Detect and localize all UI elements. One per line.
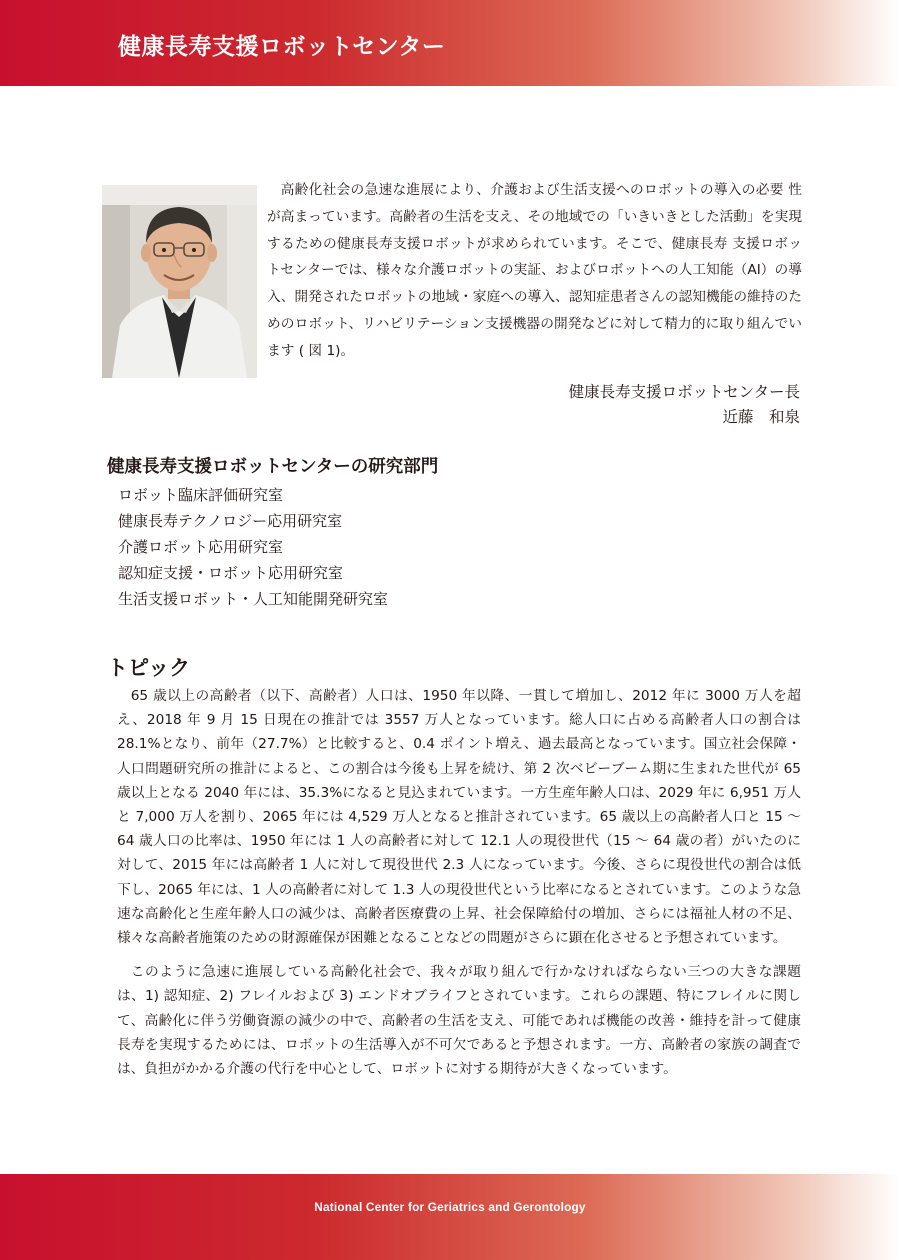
intro-paragraph: 高齢化社会の急速な進展により、介護および生活支援へのロボットの導入の必要 性が高まっています。高齢者の生活を支え、その地域での「いきいきとした活動」を実現するための健康長寿支援ロボットが求められています。そこで、健康長寿 支援ロボットセンターでは、様々な介護ロボットの実証、およびロボットへの人工知能（AI）の導入、開発されたロボットの地域・家庭への導入、認知症患者さんの認知機能の維持のためのロボット、リハビリテーション支援機器の開発などに対して精力的に取り組んでいます ( 図 1)。 bbox=[267, 182, 802, 359]
page-title: 健康長寿支援ロボットセンター bbox=[118, 34, 446, 60]
topic-heading: トピック bbox=[107, 656, 191, 680]
signature-block bbox=[569, 380, 800, 430]
department-item: 健康長寿テクノロジー応用研究室 bbox=[118, 512, 343, 530]
signature-name: 近藤 和泉 bbox=[722, 408, 800, 426]
director-portrait bbox=[102, 185, 257, 378]
footer-bar bbox=[0, 1174, 900, 1260]
department-item: ロボット臨床評価研究室 bbox=[118, 486, 284, 504]
topic-paragraph: このように急速に進展している高齢化社会で、我々が取り組んで行かなければならない三つの大きな課題は、1) 認知症、2) フレイルおよび 3) エンドオブライフとされています。これらの課題、特にフレイルに関して、高齢化に伴う労働資源の減少の中で、高齢者の生活を支え、可能であれば機能の改善・維持を計って健康長寿を実現するためには、ロボットの生活導入が不可欠であると予想されます。一方、高齢者の家族の調査では、負担がかかる介護の代行を中心として、ロボットに対する期待が大きくなっています。 bbox=[117, 964, 801, 1078]
topic-paragraph: 65 歳以上の高齢者（以下、高齢者）人口は、1950 年以降、一貫して増加し、2012 年に 3000 万人を超え、2018 年 9 月 15 日現在の推計では 3557 万人となっています。総人口に占める高齢者人口の割合は 28.1%となり、前年（27.7%）と比較すると、0.4 ポイント増え、過去最高となっています。国立社会保障・人口問題研究所の推計によると、この割合は今後も上昇を続け、第 2 次ベビーブーム期に生まれた世代が 65 歳以上となる 2040 年には、35.3%になると見込まれています。一方生産年齢人口は、2029 年に 6,951 万人と 7,000 万人を割り、2065 年には 4,529 万人となると推計されています。65 歳以上の高齢者人口と 15 ～ 64 歳人口の比率は、1950 年には 1 人の高齢者に対して 12.1 人の現役世代（15 ～ 64 歳の者）がいたのに対して、2015 年には高齢者 1 人に対して現役世代 2.3 人になっています。今後、さらに現役世代の割合は低下し、2065 年には、1 人の高齢者に対して 1.3 人の現役世代という比率になるとされています。このような急速な高齢化と生産年齢人口の減少は、高齢者医療費の上昇、社会保障給付の増加、さらには福祉人材の不足、様々な高齢者施策のための財源確保が困難となることなどの問題がさらに顕在化させると予想されています。 bbox=[117, 688, 801, 947]
topic-body bbox=[117, 684, 801, 1081]
department-item: 生活支援ロボット・人工知能開発研究室 bbox=[118, 590, 389, 608]
department-item: 介護ロボット応用研究室 bbox=[118, 538, 284, 556]
footer-organization: National Center for Geriatrics and Gerontology bbox=[314, 1200, 586, 1214]
signature-title: 健康長寿支援ロボットセンター長 bbox=[568, 383, 800, 401]
departments-heading: 健康長寿支援ロボットセンターの研究部門 bbox=[107, 457, 439, 477]
department-item: 認知症支援・ロボット応用研究室 bbox=[118, 564, 344, 582]
departments-list bbox=[118, 482, 388, 612]
